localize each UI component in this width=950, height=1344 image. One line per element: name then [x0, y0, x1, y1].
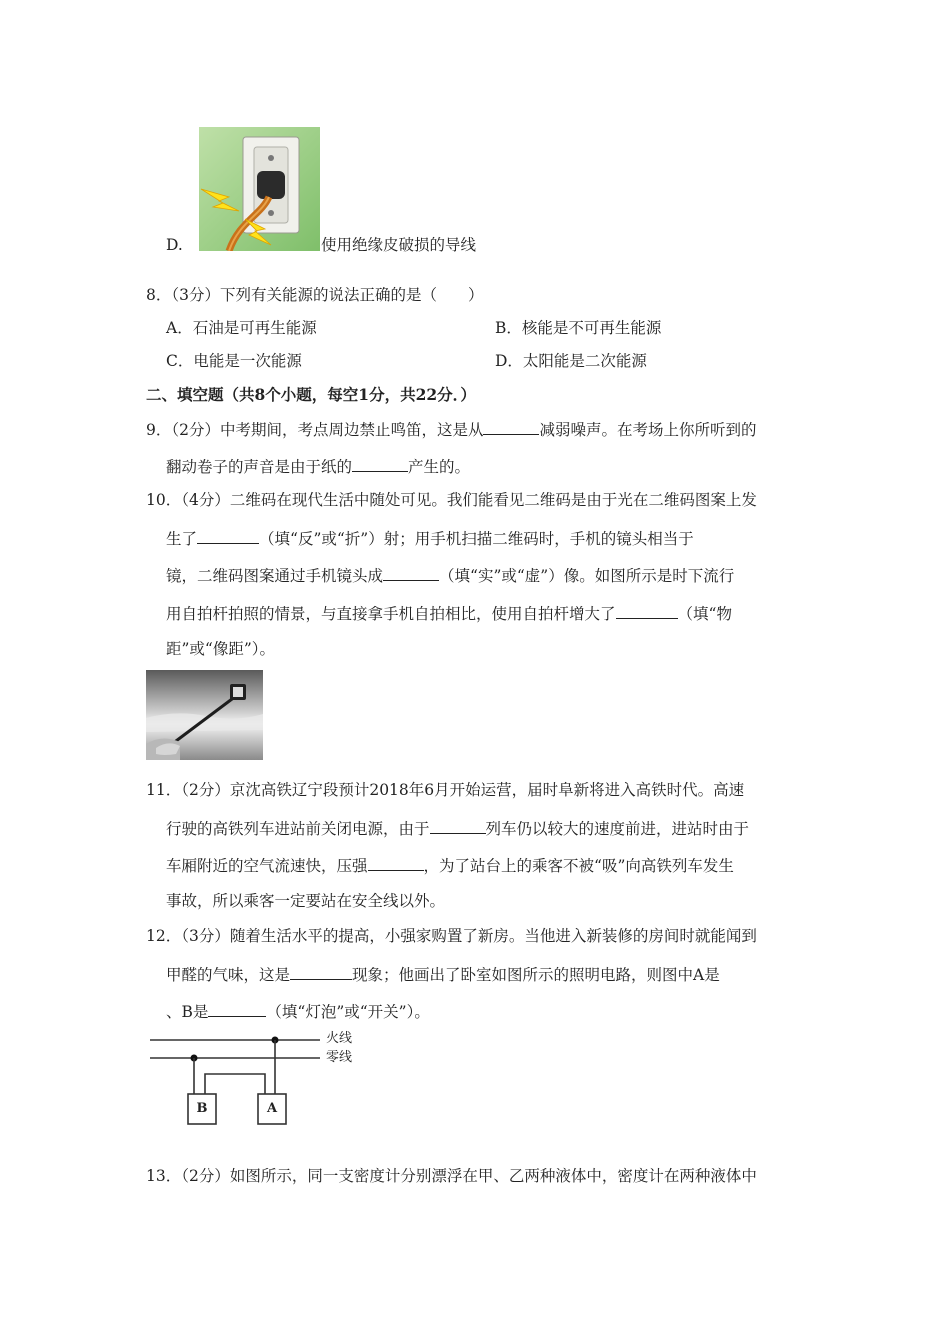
- q10-line3: [166, 564, 734, 586]
- q11-blank-1[interactable]: [430, 817, 486, 834]
- neutral-wire-label: 零线: [326, 1050, 353, 1065]
- q12-line1: 12．（3分）随着生活水平的提高，小强家购置了新房。当他进入新装修的房间时就能闻到: [146, 927, 757, 945]
- q9-line2-a: 翻动卷子的声音是由于纸的: [166, 458, 353, 476]
- q11-line2-b: 列车仍以较大的速度前进，进站时由于: [485, 820, 750, 838]
- q9-line1: [146, 418, 757, 440]
- q12-blank-1[interactable]: [290, 963, 352, 980]
- q10-line3-a: 镜，二维码图案通过手机镜头成: [166, 567, 384, 585]
- q8-option-c: C．电能是一次能源: [166, 352, 302, 370]
- q12-line2: [166, 963, 720, 985]
- q8-option-a: A．石油是可再生能源: [166, 319, 317, 337]
- q10-blank-1[interactable]: [197, 527, 259, 544]
- q7-option-d-letter: D.: [166, 236, 183, 254]
- q10-line4-a: 用自拍杆拍照的情景，与直接拿手机自拍相比，使用自拍杆增大了: [166, 605, 616, 623]
- q11-line1: 11．（2分）京沈高铁辽宁段预计2018年6月开始运营，届时阜新将进入高铁时代。高速: [146, 781, 745, 799]
- q9-line2-b: 产生的。: [408, 458, 471, 476]
- q12-line2-b: 现象；他画出了卧室如图所示的照明电路，则图中A是: [352, 966, 720, 984]
- q9-blank-1[interactable]: [483, 418, 539, 435]
- q9-line1-b: 减弱噪声。在考场上你所听到的: [539, 421, 757, 439]
- damaged-wire-socket-figure: [199, 127, 320, 251]
- q8-option-b: B．核能是不可再生能源: [495, 319, 662, 337]
- q10-blank-2[interactable]: [383, 564, 439, 581]
- q10-line2-b: （填“反”或“折”）射；用手机扫描二维码时，手机的镜头相当于: [259, 530, 694, 548]
- q12-line2-a: 甲醛的气味，这是: [166, 966, 291, 984]
- q10-line1: 10．（4分）二维码在现代生活中随处可见。我们能看见二维码是由于光在二维码图案上发: [146, 491, 757, 509]
- q10-blank-3[interactable]: [616, 602, 678, 619]
- q9-line1-a: 9．（2分）中考期间，考点周边禁止鸣笛，这是从: [146, 421, 484, 439]
- selfie-stick-photo: [146, 670, 263, 760]
- q10-line5: 距”或“像距”）。: [166, 640, 276, 658]
- q12-line3: [166, 1000, 430, 1022]
- circuit-diagram: [146, 1030, 366, 1130]
- q10-line2: [166, 527, 694, 549]
- q10-line2-a: 生了: [166, 530, 198, 548]
- q10-line4: [166, 602, 732, 624]
- q11-line3-a: 车厢附近的空气流速快，压强: [166, 857, 368, 875]
- q11-line4: 事故，所以乘客一定要站在安全线以外。: [166, 892, 446, 910]
- q11-line2-a: 行驶的高铁列车进站前关闭电源，由于: [166, 820, 430, 838]
- q12-line3-a: 、B是: [166, 1003, 209, 1021]
- q11-line3: [166, 854, 734, 876]
- live-wire-label: 火线: [326, 1031, 353, 1046]
- box-b-label: B: [196, 1101, 208, 1116]
- q7-option-d-text: 使用绝缘皮破损的导线: [321, 236, 477, 254]
- q9-line2: [166, 455, 470, 477]
- q12-blank-2[interactable]: [208, 1000, 266, 1017]
- q12-line3-b: （填“灯泡”或“开关”）。: [266, 1003, 430, 1021]
- q11-line2: [166, 817, 749, 839]
- q8-stem: 8．（3分）下列有关能源的说法正确的是（ ）: [146, 286, 484, 304]
- box-a-label: A: [266, 1101, 278, 1116]
- q9-blank-2[interactable]: [352, 455, 408, 472]
- q13-line1: 13．（2分）如图所示，同一支密度计分别漂浮在甲、乙两种液体中，密度计在两种液体中: [146, 1167, 757, 1185]
- q10-line4-b: （填“物: [677, 605, 732, 623]
- section2-heading: 二、填空题（共8个小题，每空1分，共22分．）: [146, 385, 476, 404]
- q11-blank-2[interactable]: [368, 854, 424, 871]
- q10-line3-b: （填“实”或“虚”）像。如图所示是时下流行: [439, 567, 735, 585]
- q8-option-d: D．太阳能是二次能源: [495, 352, 647, 370]
- q11-line3-b: ，为了站台上的乘客不被“吸”向高铁列车发生: [423, 857, 734, 875]
